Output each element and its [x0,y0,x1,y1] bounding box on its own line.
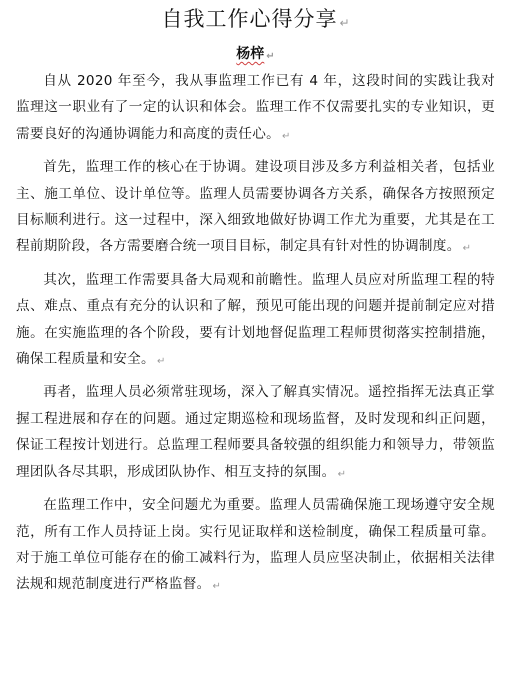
body-paragraph [16,267,495,376]
body-paragraph [16,492,495,601]
paragraph-mark-icon: ↵ [462,243,471,255]
body-paragraph [16,68,495,150]
paragraph-mark-icon: ↵ [337,468,346,480]
paragraph-mark-icon: ↵ [156,356,166,368]
paragraph-text: 在监理工作中，安全问题尤为重要。监理人员需确保施工现场遵守安全规范，所有工作人员持证上岗。实行见证取样和送检制度，确保工程质量可靠。对于施工单位可能存在的偷工减料行为，监理人员应坚决制止，依据相关法律法规和规范制度进行严格监督。 [16,497,495,593]
paragraph-text: 自从 2020 年至今，我从事监理工作已有 4 年，这段时间的实践让我对监理这一职业有了一定的认识和体会。监理工作不仅需要扎实的专业知识，更需要良好的沟通协调能力和高度的责任心。 [16,73,495,142]
title-text: 自我工作心得分享 [161,7,338,31]
paragraph-text: 首先，监理工作的核心在于协调。建设项目涉及多方利益相关者，包括业主、施工单位、设计单位等。监理人员需要协调各方关系，确保各方按照预定目标顺利进行。这一过程中，深入细致地做好协调工作尤为重要，尤其是在工程前期阶段，各方需要磨合统一项目目标，制定具有针对性的协调制度。 [16,159,495,255]
author-line [16,42,495,66]
document-title [16,4,495,34]
paragraph-mark-icon: ↵ [212,581,221,593]
body-paragraph [16,379,495,488]
paragraph-mark-icon: ↵ [281,130,291,142]
body-paragraph [16,154,495,263]
paragraph-mark-icon: ↵ [266,51,275,62]
paragraph-mark-icon: ↵ [339,16,350,30]
paragraph-text: 其次，监理工作需要具备大局观和前瞻性。监理人员应对所监理工程的特点、难点、重点有充分的认识和了解，预见可能出现的问题并提前制定应对措施。在实施监理的各个阶段，要有计划地督促监理工程师贯彻落实控制措施，确保工程质量和安全。 [16,271,495,368]
author-name: 杨梓 [236,46,265,62]
paragraph-text: 再者，监理人员必须常驻现场，深入了解真实情况。遥控指挥无法真正掌握工程进展和存在的问题。通过定期巡检和现场监督，及时发现和纠正问题，保证工程按计划进行。总监理工程师要具备较强的组织能力和领导力，带领监理团队各尽其职，形成团队协作、相互支持的氛围。 [16,384,495,480]
